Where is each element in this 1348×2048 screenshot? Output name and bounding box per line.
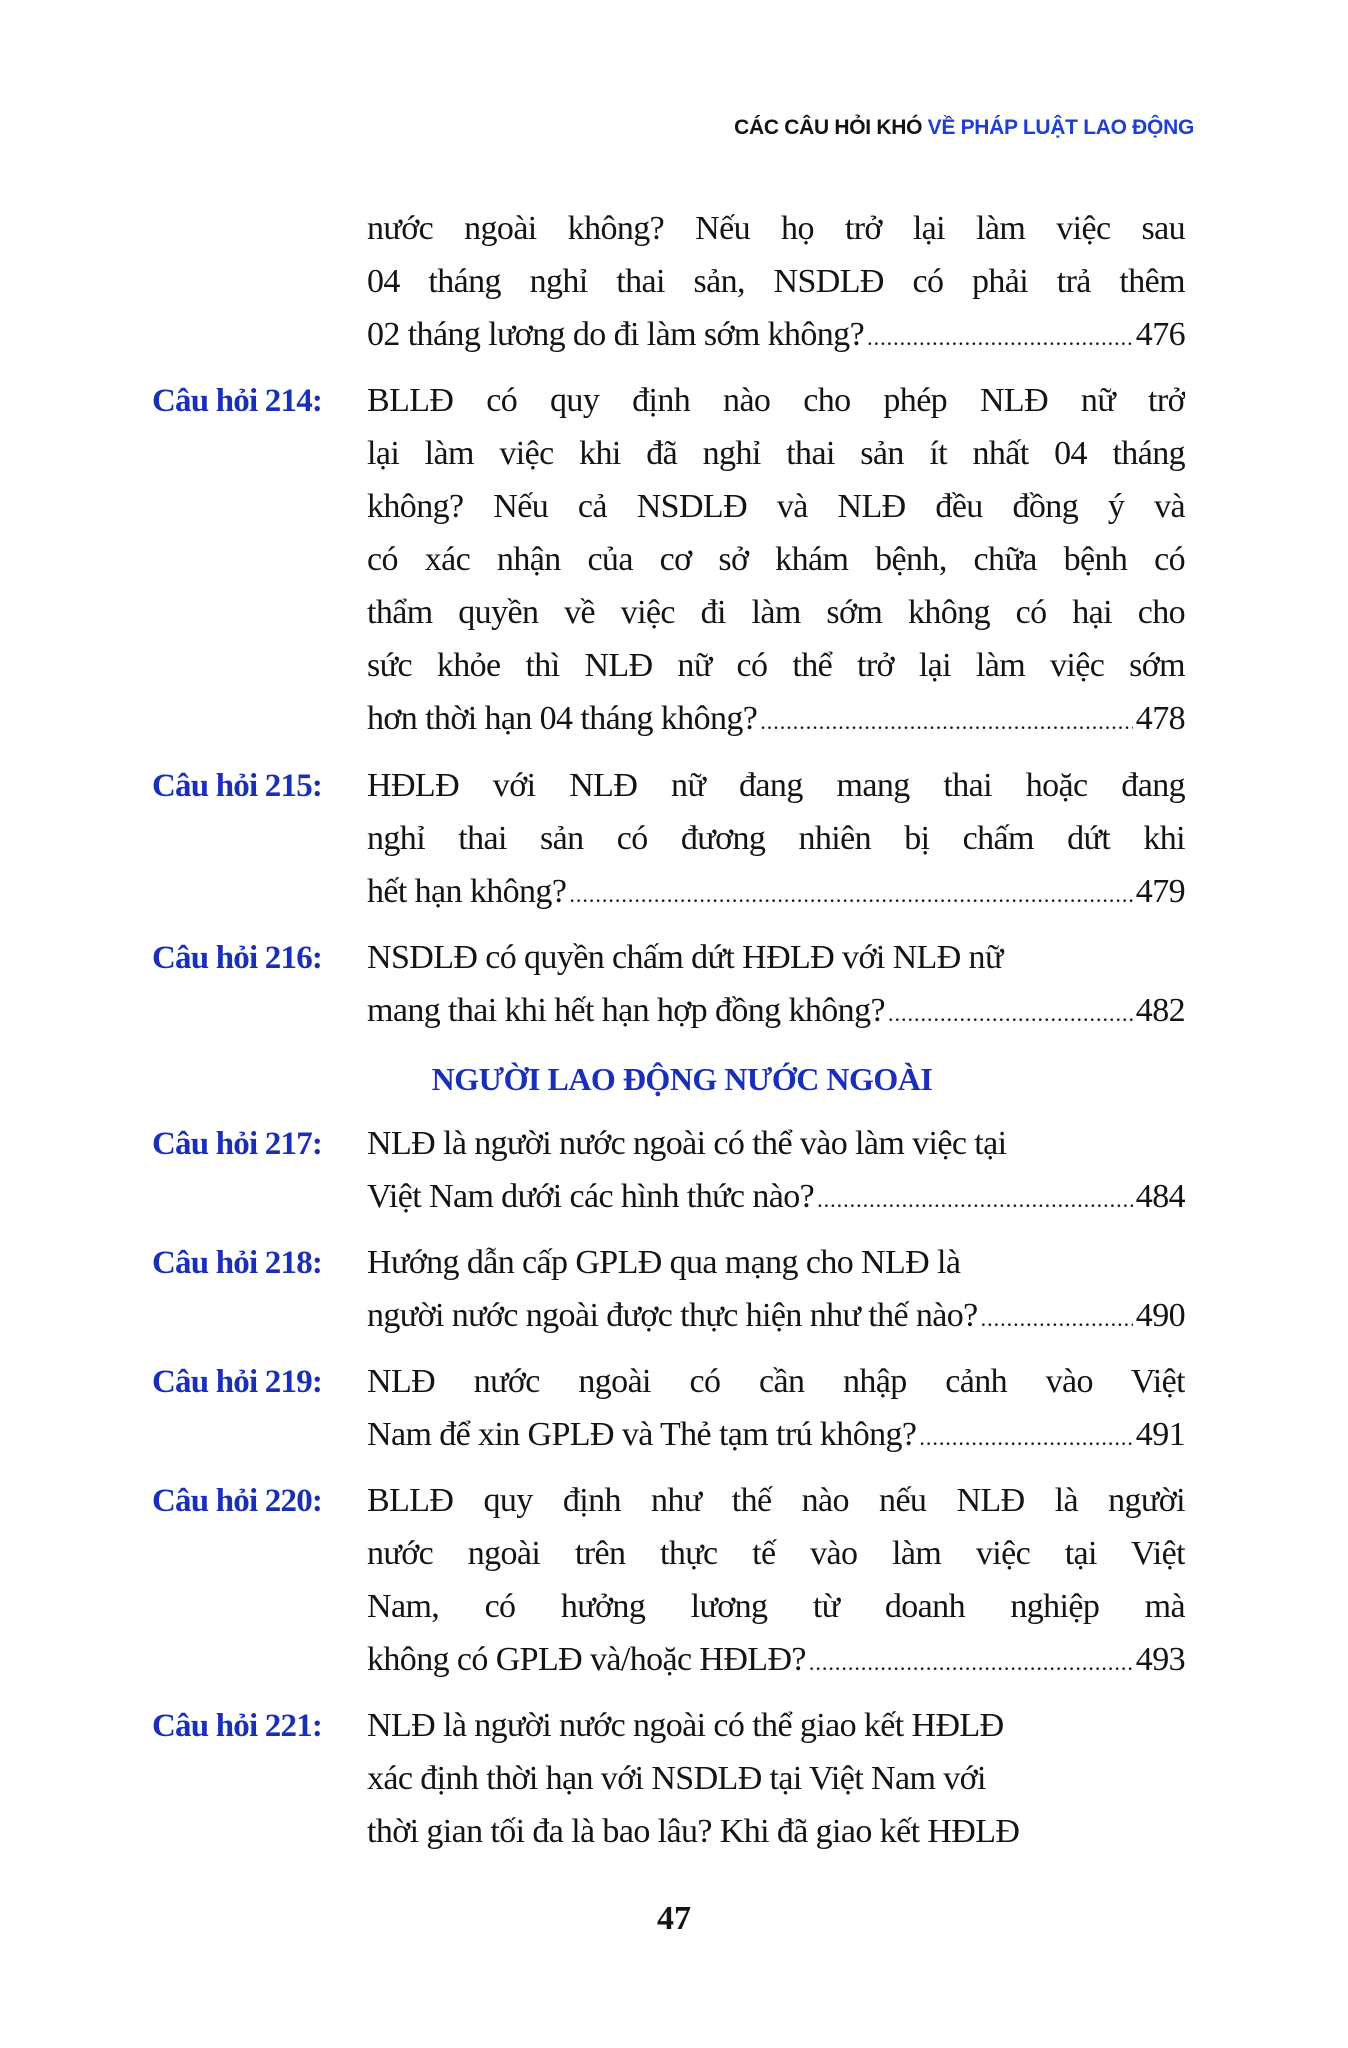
question-label: Câu hỏi 218: xyxy=(152,1245,323,1281)
running-head-black: CÁC CÂU HỎI KHÓ xyxy=(734,116,923,139)
toc-line: nghỉ thai sản có đương nhiên bị chấm dứt khi xyxy=(367,820,1185,857)
toc-line: nước ngoài trên thực tế vào làm việc tại Việt xyxy=(367,1535,1185,1572)
toc-line-with-page[interactable] xyxy=(367,1172,1185,1222)
toc-line-text: không có GPLĐ và/hoặc HĐLĐ? xyxy=(367,1641,806,1678)
toc-line-text: hơn thời hạn 04 tháng không? xyxy=(367,700,758,737)
toc-line-with-page[interactable] xyxy=(367,1635,1185,1685)
question-label: Câu hỏi 217: xyxy=(152,1126,323,1162)
toc-line: NSDLĐ có quyền chấm dứt HĐLĐ với NLĐ nữ xyxy=(367,939,1003,976)
toc-line-text: Việt Nam dưới các hình thức nào? xyxy=(367,1178,815,1215)
toc-line: nước ngoài không? Nếu họ trở lại làm việc sau xyxy=(367,210,1185,247)
question-label: Câu hỏi 215: xyxy=(152,768,323,804)
dot-leader xyxy=(981,1294,1133,1341)
toc-line: không? Nếu cả NSDLĐ và NLĐ đều đồng ý và xyxy=(367,488,1185,525)
page-ref: 476 xyxy=(1135,316,1185,353)
toc-line: sức khỏe thì NLĐ nữ có thể trở lại làm việc sớm xyxy=(367,647,1185,684)
toc-line: NLĐ là người nước ngoài có thể vào làm việc tại xyxy=(367,1125,1007,1162)
toc-line: NLĐ là người nước ngoài có thể giao kết HĐLĐ xyxy=(367,1707,1004,1744)
toc-line: HĐLĐ với NLĐ nữ đang mang thai hoặc đang xyxy=(367,767,1185,804)
question-label: Câu hỏi 219: xyxy=(152,1364,323,1400)
page-ref: 491 xyxy=(1135,1416,1185,1453)
dot-leader xyxy=(760,697,1133,744)
toc-line: thẩm quyền về việc đi làm sớm không có hại cho xyxy=(367,594,1185,631)
section-heading: NGƯỜI LAO ĐỘNG NƯỚC NGOÀI xyxy=(431,1061,933,1097)
toc-line-with-page[interactable] xyxy=(367,694,1185,744)
toc-line: xác định thời hạn với NSDLĐ tại Việt Nam với xyxy=(367,1760,986,1797)
page-ref: 478 xyxy=(1135,700,1185,737)
toc-line: thời gian tối đa là bao lâu? Khi đã giao kết HĐLĐ xyxy=(367,1813,1020,1850)
toc-line: BLLĐ quy định như thế nào nếu NLĐ là người xyxy=(367,1482,1185,1519)
toc-line-with-page[interactable] xyxy=(367,1410,1185,1460)
toc-line: 04 tháng nghỉ thai sản, NSDLĐ có phải trả thêm xyxy=(367,263,1185,300)
dot-leader xyxy=(888,989,1133,1036)
toc-line: lại làm việc khi đã nghỉ thai sản ít nhất 04 tháng xyxy=(367,435,1185,472)
question-label: Câu hỏi 214: xyxy=(152,383,323,419)
toc-line: Hướng dẫn cấp GPLĐ qua mạng cho NLĐ là xyxy=(367,1244,961,1281)
dot-leader xyxy=(569,870,1132,917)
toc-line: NLĐ nước ngoài có cần nhập cảnh vào Việt xyxy=(367,1363,1185,1400)
question-label: Câu hỏi 221: xyxy=(152,1708,323,1744)
running-head xyxy=(734,116,1194,140)
question-label: Câu hỏi 220: xyxy=(152,1483,323,1519)
toc-line-text: mang thai khi hết hạn hợp đồng không? xyxy=(367,992,885,1029)
dot-leader xyxy=(817,1175,1133,1222)
toc-line: BLLĐ có quy định nào cho phép NLĐ nữ trở xyxy=(367,382,1185,419)
dot-leader xyxy=(919,1413,1132,1460)
running-head-blue: VỀ PHÁP LUẬT LAO ĐỘNG xyxy=(927,116,1194,139)
toc-line: Nam, có hưởng lương từ doanh nghiệp mà xyxy=(367,1588,1185,1625)
toc-line-with-page[interactable] xyxy=(367,867,1185,917)
toc-line-with-page[interactable] xyxy=(367,1291,1185,1341)
toc-line-text: hết hạn không? xyxy=(367,873,567,910)
dot-leader xyxy=(867,313,1133,360)
page-ref: 479 xyxy=(1135,873,1185,910)
question-label: Câu hỏi 216: xyxy=(152,940,323,976)
page-ref: 493 xyxy=(1135,1641,1185,1678)
toc-line-text: 02 tháng lương do đi làm sớm không? xyxy=(367,316,865,353)
toc-line-text: Nam để xin GPLĐ và Thẻ tạm trú không? xyxy=(367,1416,917,1453)
page-ref: 482 xyxy=(1135,992,1185,1029)
toc-line-with-page[interactable] xyxy=(367,310,1185,360)
dot-leader xyxy=(809,1638,1133,1685)
page-ref: 490 xyxy=(1135,1297,1185,1334)
toc-line-text: người nước ngoài được thực hiện như thế nào? xyxy=(367,1297,978,1334)
page-number: 47 xyxy=(657,1900,691,1937)
toc-line-with-page[interactable] xyxy=(367,986,1185,1036)
page-ref: 484 xyxy=(1135,1178,1185,1215)
toc-line: có xác nhận của cơ sở khám bệnh, chữa bệnh có xyxy=(367,541,1185,578)
